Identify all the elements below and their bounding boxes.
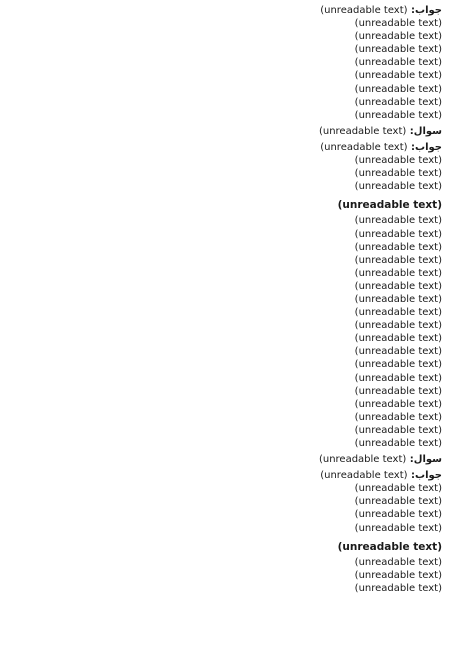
- answer-label: جواب:: [411, 141, 442, 153]
- line-text: (unreadable text): [320, 470, 408, 482]
- text-line: [10, 154, 442, 167]
- line-text: (unreadable text): [354, 280, 442, 292]
- line-text: (unreadable text): [354, 411, 442, 423]
- line-text: (unreadable text): [354, 168, 442, 180]
- text-line: [10, 109, 442, 122]
- line-text: (unreadable text): [354, 372, 442, 384]
- line-text: (unreadable text): [354, 57, 442, 69]
- text-line: [10, 358, 442, 371]
- text-line: [10, 228, 442, 241]
- text-line: [10, 96, 442, 109]
- line-text: (unreadable text): [354, 293, 442, 305]
- text-line: [10, 345, 442, 358]
- text-block: [10, 125, 442, 138]
- text-line: [10, 495, 442, 508]
- line-text: (unreadable text): [354, 346, 442, 358]
- line-text: (unreadable text): [354, 241, 442, 253]
- text-line: [10, 385, 442, 398]
- line-text: (unreadable text): [354, 483, 442, 495]
- text-line: [10, 254, 442, 267]
- line-text: (unreadable text): [318, 454, 407, 466]
- line-text: (unreadable text): [354, 83, 442, 95]
- text-line: [10, 141, 442, 154]
- text-line: [10, 332, 442, 345]
- line-text: (unreadable text): [354, 307, 442, 319]
- text-line: [10, 214, 442, 227]
- line-text: (unreadable text): [354, 509, 442, 521]
- text-line: [10, 569, 442, 582]
- text-line: [10, 56, 442, 69]
- line-text: (unreadable text): [354, 320, 442, 332]
- text-line: [10, 4, 442, 17]
- text-line: [10, 556, 442, 569]
- text-line: [10, 167, 442, 180]
- text-block: [10, 141, 442, 193]
- line-text: (unreadable text): [354, 155, 442, 167]
- block-spacer: [10, 595, 442, 598]
- line-text: (unreadable text): [354, 438, 442, 449]
- line-text: (unreadable text): [320, 5, 408, 16]
- section-heading: (unreadable text): [337, 199, 442, 212]
- text-block: [10, 4, 442, 122]
- line-text: (unreadable text): [354, 267, 442, 279]
- text-line: [10, 469, 442, 482]
- text-line: [10, 453, 442, 466]
- text-block: [10, 469, 442, 534]
- text-line: [10, 241, 442, 254]
- line-text: (unreadable text): [354, 496, 442, 508]
- text-line: [10, 372, 442, 385]
- line-text: (unreadable text): [354, 31, 442, 43]
- line-text: (unreadable text): [354, 398, 442, 410]
- answer-label: جواب:: [411, 470, 442, 482]
- text-line: [10, 125, 442, 138]
- line-text: (unreadable text): [354, 109, 442, 121]
- text-line: [10, 280, 442, 293]
- line-text: (unreadable text): [354, 96, 442, 108]
- text-line: [10, 508, 442, 521]
- text-line: [10, 306, 442, 319]
- line-text: (unreadable text): [354, 44, 442, 56]
- line-text: (unreadable text): [354, 385, 442, 397]
- text-line: [10, 482, 442, 495]
- section-heading: (unreadable text): [337, 540, 442, 553]
- line-text: (unreadable text): [354, 556, 442, 568]
- line-text: (unreadable text): [354, 215, 442, 227]
- block-spacer: [10, 193, 442, 196]
- text-line: [10, 43, 442, 56]
- text-line: [10, 319, 442, 332]
- text-block: [10, 453, 442, 466]
- text-block: [10, 556, 442, 595]
- block-spacer: [10, 535, 442, 538]
- text-line: [10, 267, 442, 280]
- line-text: (unreadable text): [354, 582, 442, 594]
- text-line: [10, 17, 442, 30]
- line-text: (unreadable text): [318, 125, 407, 137]
- text-line: [10, 69, 442, 82]
- text-line: [10, 83, 442, 96]
- text-line: [10, 437, 442, 450]
- text-line: [10, 522, 442, 535]
- line-text: (unreadable text): [354, 424, 442, 436]
- line-text: (unreadable text): [354, 228, 442, 240]
- line-text: (unreadable text): [354, 181, 442, 193]
- question-label: سوال:: [409, 125, 442, 137]
- line-text: (unreadable text): [354, 254, 442, 266]
- line-text: (unreadable text): [354, 70, 442, 82]
- question-label: سوال:: [409, 454, 442, 466]
- answer-label: جواب:: [411, 5, 442, 16]
- text-line: [10, 180, 442, 193]
- text-line: [10, 293, 442, 306]
- text-line: [10, 424, 442, 437]
- text-block: [10, 214, 442, 450]
- text-line: [10, 582, 442, 595]
- line-text: (unreadable text): [354, 333, 442, 345]
- text-line: [10, 411, 442, 424]
- text-line: [10, 30, 442, 43]
- line-text: (unreadable text): [320, 141, 408, 153]
- line-text: (unreadable text): [354, 569, 442, 581]
- text-line: [10, 398, 442, 411]
- line-text: (unreadable text): [354, 18, 442, 30]
- line-text: (unreadable text): [354, 522, 442, 534]
- line-text: (unreadable text): [354, 359, 442, 371]
